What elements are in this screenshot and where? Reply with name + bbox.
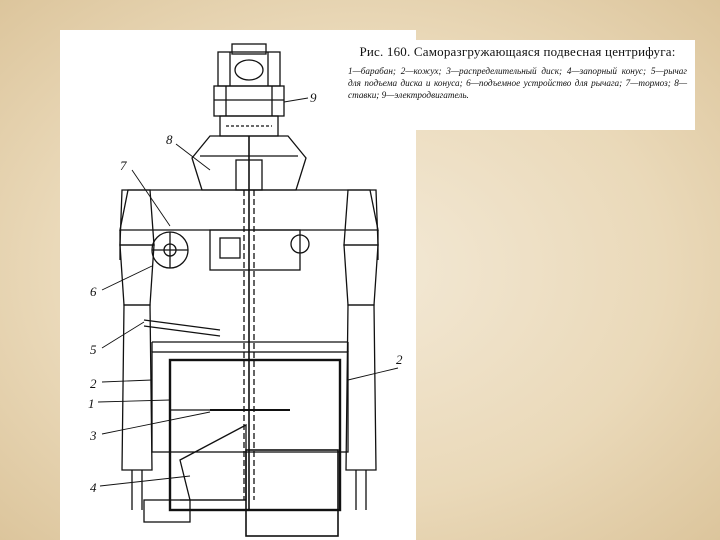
label-6: 6 [90,284,97,299]
label-2-left: 2 [90,376,97,391]
label-9: 9 [310,90,317,105]
label-2-right: 2 [396,352,403,367]
brake-wheel [152,232,188,268]
label-8: 8 [166,132,173,147]
caption-title: Рис. 160. Саморазгружающаяся подвесная центрифуга: [359,44,676,59]
drum [144,360,340,536]
electric-motor [214,44,284,136]
label-1: 1 [88,396,95,411]
label-4: 4 [90,480,97,495]
figure-caption [340,40,695,130]
label-5: 5 [90,342,97,357]
casing [152,342,348,452]
left-column [120,190,154,510]
label-3: 3 [90,428,97,443]
label-7: 7 [120,158,127,173]
lever [144,320,220,330]
right-column [344,190,378,510]
caption-legend: 1—барабан; 2—кожух; 3—распределительный диск; 4—запорный конус; 5—рычаг для подъема диска и конуса; 6—подъемное устройство для рычага; 7—тормоз; 8—ставки; 9—электродвигатель. [348,66,687,100]
